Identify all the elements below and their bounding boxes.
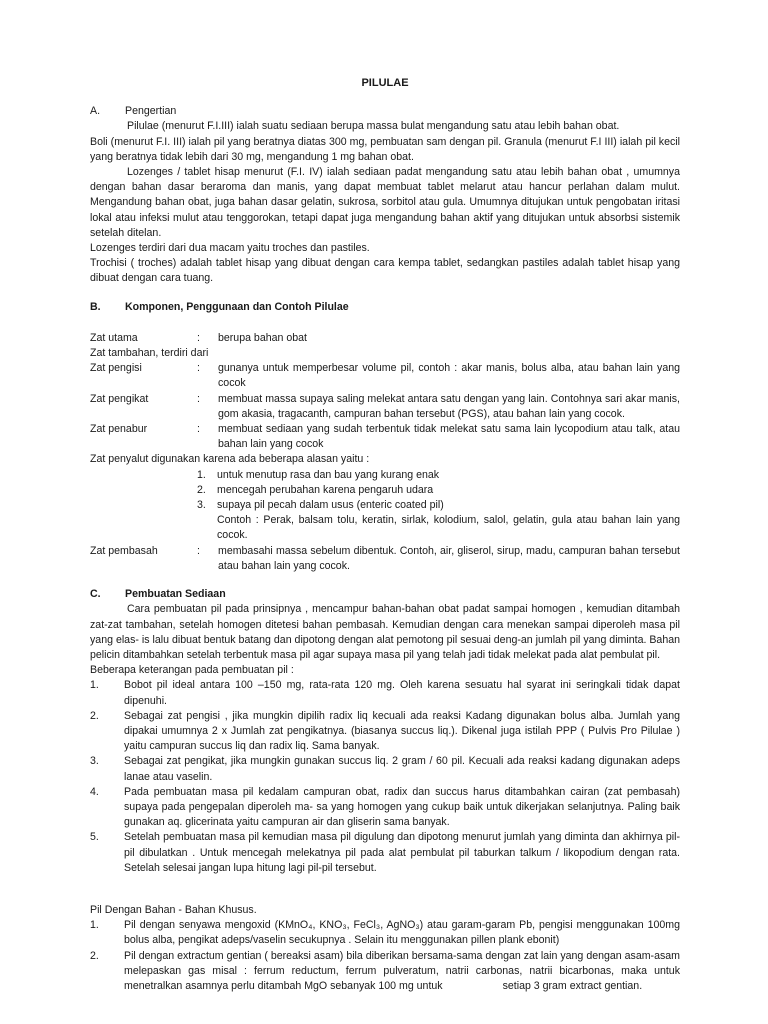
definition-colon: : (197, 362, 200, 375)
paragraph-pilulae-definition: Pilulae (menurut F.I.III) ialah suatu sediaan berupa massa bulat mengandung satu atau lebih bahan obat. (127, 120, 620, 133)
section-b-heading (90, 300, 680, 315)
section-letter: C. (90, 588, 101, 601)
paragraph-cara-pembuatan: Cara pembuatan pil pada prinsipnya , mencampur bahan-bahan obat padat sampai homogen , kemudian ditambah zat-zat tambahan, setelah homogen ditetesi bahan pembasah. Kemudian dengan cara menekan sampai diperoleh masa pil yang elas- is lalu dibuat bentuk batang dan dipotong dengan alat pemotong pil sesuai deng-an jumlah pil yang diminta. Bahan pelicin ditambahkan setelah terbentuk masa pil agar supaya masa pil yang telah jadi tidak melekat pada alat pembulat pil. (90, 603, 680, 661)
definition-term: Zat pengikat (90, 392, 149, 405)
definition-description: membasahi massa sebelum dibentuk. Contoh, air, gliserol, sirup, madu, campuran bahan tersebut atau bahan lain yang cocok. (218, 544, 680, 572)
definition-colon: : (197, 423, 200, 436)
definition-description: membuat massa supaya saling melekat antara satu dengan yang lain. Contohnya sari akar manis, gom akasia, tragacanth, campuran bahan tersebut (PGS), atau bahan lain yang cocok. (218, 392, 680, 420)
list-text: Pada pembuatan masa pil kedalam campuran obat, radix dan succus harus ditambahkan cairan (zat pembasah) supaya pada pengepalan diperoleh ma- sa yang homogen yang cukup baik untuk dikerjakan selanjutnya. Paling baik gunakan aq. glicerinata yaitu campuran air dan gliserin sama banyak. (124, 785, 680, 829)
definition-term: Zat pembasah (90, 544, 158, 557)
khusus-heading: Pil Dengan Bahan - Bahan Khusus. (90, 903, 257, 916)
section-letter: A. (90, 105, 101, 118)
list-text-wrapper (124, 949, 680, 995)
list-number: 5. (90, 831, 99, 844)
paragraph-lozenges-types: Lozenges terdiri dari dua macam yaitu troches dan pastiles. (90, 242, 370, 255)
document-title: PILULAE (361, 77, 409, 89)
keterangan-list (90, 678, 680, 876)
zat-penyalut-line: Zat penyalut digunakan karena ada beberapa alasan yaitu : (90, 453, 370, 466)
list-item (197, 483, 680, 498)
list-item (90, 709, 680, 755)
list-item (197, 468, 680, 483)
list-text: mencegah perubahan karena pengaruh udara (217, 483, 434, 496)
list-number: 1. (90, 679, 99, 692)
list-text: Pil dengan senyawa mengoxid (KMnO₄, KNO₃, FeCl₃, AgNO₃) atau garam-garam Pb, pengisi menggunakan 100mg bolus alba, pengikat adeps/vaselin secukupnya . Selain itu menggunakan pillen plank ebonit) (124, 919, 680, 947)
paragraph-boli-granula: Boli (menurut F.I. III) ialah pil yang beratnya diatas 300 mg, pembuatan sam dengan pil. Granula (menurut F.I III) ialah pil kecil yang beratnya tidak lebih dari 30 mg, mengandung 1 mg bahan obat. (90, 135, 680, 163)
list-number: 4. (90, 785, 99, 798)
list-text: Setelah pembuatan masa pil kemudian masa pil digulung dan dipotong menurut jumlah yang diminta dan akhirnya pil-pil dibulatkan . Untuk mencegah melekatnya pil pada alat pembulat pil taburkan talkum / likopodium dengan rata. Setelah selesai jangan lupa hitung lagi pil-pil tersebut. (124, 831, 680, 874)
section-c-heading (90, 587, 680, 602)
list-number: 2. (90, 709, 99, 722)
list-text: Sebagai zat pengikat, jika mungkin gunakan succus liq. 2 gram / 60 pil. Kecuali ada reaksi kadang digunakan adeps lanae atau vaselin. (124, 755, 680, 783)
penyalut-reasons-list (197, 468, 680, 514)
definition-term: Zat utama (90, 331, 138, 344)
definition-description: membuat sediaan yang sudah terbentuk tidak melekat satu sama lain lycopodium atau talk, atau bahan lain yang cocok (218, 423, 680, 451)
definition-zat-pengikat (90, 392, 680, 422)
list-text: Sebagai zat pengisi , jika mungkin dipilih radix liq kecuali ada reaksi Kadang digunakan bolus alba. Jumlah yang dipakai umumnya 2 x Jumlah zat pengikatnya. (biasanya succus liq.). Dikenal juga istilah PPP ( Pulvis Pro Pilulae ) yaitu campuran succus liq dan radix liq. Sama banyak. (124, 709, 680, 753)
list-item (90, 830, 680, 876)
contoh-penyalut: Contoh : Perak, balsam tolu, keratin, sirlak, kolodium, salol, gelatin, gula atau bahan lain yang cocok. (217, 514, 680, 542)
definition-description: gunanya untuk memperbesar volume pil, contoh : akar manis, bolus alba, atau bahan lain yang cocok (218, 362, 680, 390)
list-item (197, 498, 680, 513)
list-text-tail: setiap 3 gram extract gentian. (502, 979, 643, 992)
definition-colon: : (197, 331, 200, 344)
section-title: Pembuatan Sediaan (125, 588, 226, 601)
list-item (90, 754, 680, 784)
list-text: untuk menutup rasa dan bau yang kurang enak (217, 468, 440, 481)
zat-tambahan-line: Zat tambahan, terdiri dari (90, 347, 209, 360)
list-number: 1. (197, 468, 206, 481)
khusus-list (90, 918, 680, 994)
definition-zat-pembasah (90, 544, 680, 574)
list-number: 3. (197, 499, 206, 512)
definition-colon: : (197, 392, 200, 405)
list-text: supaya pil pecah dalam usus (enteric coated pil) (217, 499, 444, 512)
paragraph-trochisi: Trochisi ( troches) adalah tablet hisap yang dibuat dengan cara kempa tablet, sedangkan pastiles adalah tablet hisap yang dibuat dengan cara tuang. (90, 257, 680, 285)
definition-colon: : (197, 544, 200, 557)
list-item (90, 918, 680, 948)
list-text: Pil dengan extractum gentian ( bereaksi asam) bila diberikan bersama-sama dengan zat lain yang dengan asam-asam melepaskan gas misal : ferrum reductum, ferrum pulveratum, natrii carbonas, natrii bicarbonas, maka untuk menetralkan asamnya perlu ditambah MgO sebanyak 100 mg untuk (124, 949, 680, 992)
list-text: Bobot pil ideal antara 100 –150 mg, rata-rata 120 mg. Oleh karena sesuatu hal syarat ini seringkali tidak dapat dipenuhi. (124, 679, 680, 707)
list-number: 2. (90, 949, 99, 962)
list-item (90, 949, 680, 995)
definition-term: Zat pengisi (90, 362, 142, 375)
section-a-heading (90, 104, 680, 119)
section-title: Komponen, Penggunaan dan Contoh Pilulae (125, 300, 349, 313)
definition-zat-pengisi (90, 361, 680, 391)
document-page (90, 76, 680, 994)
definition-description: berupa bahan obat (218, 331, 307, 344)
paragraph-lozenges: Lozenges / tablet hisap menurut (F.I. IV) ialah sediaan padat mengandung satu atau lebih bahan obat , umumnya dengan bahan dasar beraroma dan manis, yang dapat membuat tablet melarut atau hancur perlahan dalam mulut. Mengandung bahan obat, juga bahan dasar gelatin, sukrosa, sorbitol atau gula. Umumnya ditujukan untuk pengobatan iritasi lokal atau infeksi mulut atau tenggorokan, tetapi dapat juga mengandung bahan aktif yang ditujukan untuk absorbsi sistemik setelah ditelan. (90, 166, 680, 239)
list-number: 3. (90, 755, 99, 768)
list-item (90, 678, 680, 708)
list-number: 2. (197, 483, 206, 496)
definition-zat-utama (90, 331, 680, 346)
list-number: 1. (90, 919, 99, 932)
list-item (90, 785, 680, 831)
definition-zat-penabur (90, 422, 680, 452)
section-letter: B. (90, 300, 101, 313)
paragraph-keterangan: Beberapa keterangan pada pembuatan pil : (90, 664, 294, 677)
definition-term: Zat penabur (90, 423, 148, 436)
section-title: Pengertian (125, 105, 177, 118)
